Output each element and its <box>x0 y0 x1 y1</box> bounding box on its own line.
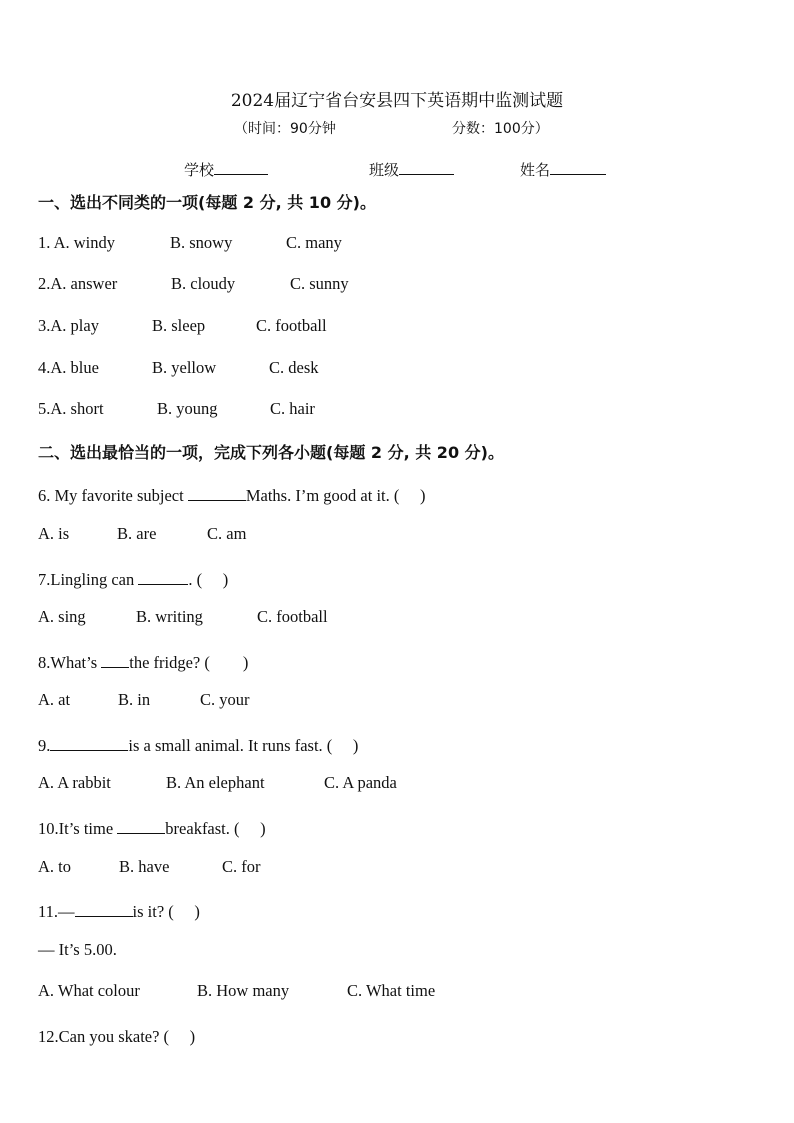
question-text: 6. My favorite subject <box>38 486 188 505</box>
question-text: 11.— <box>38 902 75 921</box>
option-c: C. A panda <box>324 773 397 792</box>
question-9 <box>38 732 358 756</box>
question-text-end: . ( ) <box>188 570 229 589</box>
class-field <box>369 159 454 180</box>
option-a: A. sing <box>38 607 86 626</box>
question-7 <box>38 566 228 590</box>
page-title: 2024届辽宁省台安县四下英语期中监测试题 <box>230 91 564 111</box>
answer-blank <box>50 736 128 751</box>
option-a: 3.A. play <box>38 316 99 335</box>
option-b: B. in <box>118 690 151 709</box>
school-field <box>184 159 268 180</box>
answer-blank <box>138 570 188 585</box>
question-12: 12.Can you skate? ( ) <box>38 1027 196 1046</box>
section1-heading: 一、选出不同类的一项(每题 2 分, 共 10 分)。 <box>38 193 376 212</box>
exam-time: （时间：90分钟 <box>234 121 336 137</box>
option-c: C. many <box>286 233 342 252</box>
option-b: B. How many <box>197 981 290 1000</box>
option-a: 5.A. short <box>38 399 104 418</box>
name-label: 姓名 <box>520 161 551 179</box>
option-b: B. cloudy <box>171 274 236 293</box>
question-10 <box>38 815 266 839</box>
answer-blank <box>117 819 165 834</box>
class-blank <box>399 173 454 175</box>
exam-score: 分数：100分） <box>452 121 549 137</box>
option-a: 1. A. windy <box>38 233 116 252</box>
question-text: 7.Lingling can <box>38 570 139 589</box>
answer-blank <box>101 653 129 668</box>
option-b: B. writing <box>136 607 203 626</box>
school-label: 学校 <box>184 161 215 179</box>
question-text: 9. <box>38 736 51 755</box>
question-text-end: is a small animal. It runs fast. ( ) <box>128 736 359 755</box>
option-c: C. for <box>222 857 261 876</box>
answer-blank <box>188 486 246 501</box>
option-c: C. sunny <box>290 274 349 293</box>
question-text-end: is it? ( ) <box>132 902 200 921</box>
question-8 <box>38 649 248 673</box>
option-c: C. am <box>207 524 247 543</box>
option-b: B. An elephant <box>166 773 265 792</box>
question-6 <box>38 482 425 506</box>
option-b: B. are <box>117 524 157 543</box>
class-label: 班级 <box>369 161 400 179</box>
option-a: A. to <box>38 857 71 876</box>
question-text: 8.What’s <box>38 653 102 672</box>
option-a: A. at <box>38 690 71 709</box>
option-c: C. football <box>257 607 328 626</box>
option-b: B. snowy <box>170 233 233 252</box>
option-c: C. your <box>200 690 250 709</box>
question-11-answer: — It’s 5.00. <box>38 940 117 959</box>
option-c: C. What time <box>347 981 436 1000</box>
option-b: B. young <box>157 399 218 418</box>
school-blank <box>214 173 268 175</box>
name-blank <box>550 173 606 175</box>
option-c: C. hair <box>270 399 315 418</box>
name-field <box>520 159 606 180</box>
question-text-end: breakfast. ( ) <box>165 819 266 838</box>
option-a: A. is <box>38 524 70 543</box>
option-a: A. What colour <box>38 981 140 1000</box>
section2-heading: 二、选出最恰当的一项，完成下列各小题(每题 2 分, 共 20 分)。 <box>38 443 504 462</box>
option-b: B. have <box>119 857 170 876</box>
option-b: B. sleep <box>152 316 206 335</box>
question-11 <box>38 898 200 922</box>
option-c: C. desk <box>269 358 319 377</box>
option-a: 2.A. answer <box>38 274 118 293</box>
question-text: 10.It’s time <box>38 819 118 838</box>
answer-blank <box>75 902 133 917</box>
question-text-end: the fridge? ( ) <box>129 653 249 672</box>
option-b: B. yellow <box>152 358 217 377</box>
option-a: A. A rabbit <box>38 773 111 792</box>
question-text-end: Maths. I’m good at it. ( ) <box>245 486 426 505</box>
option-c: C. football <box>256 316 327 335</box>
option-a: 4.A. blue <box>38 358 99 377</box>
